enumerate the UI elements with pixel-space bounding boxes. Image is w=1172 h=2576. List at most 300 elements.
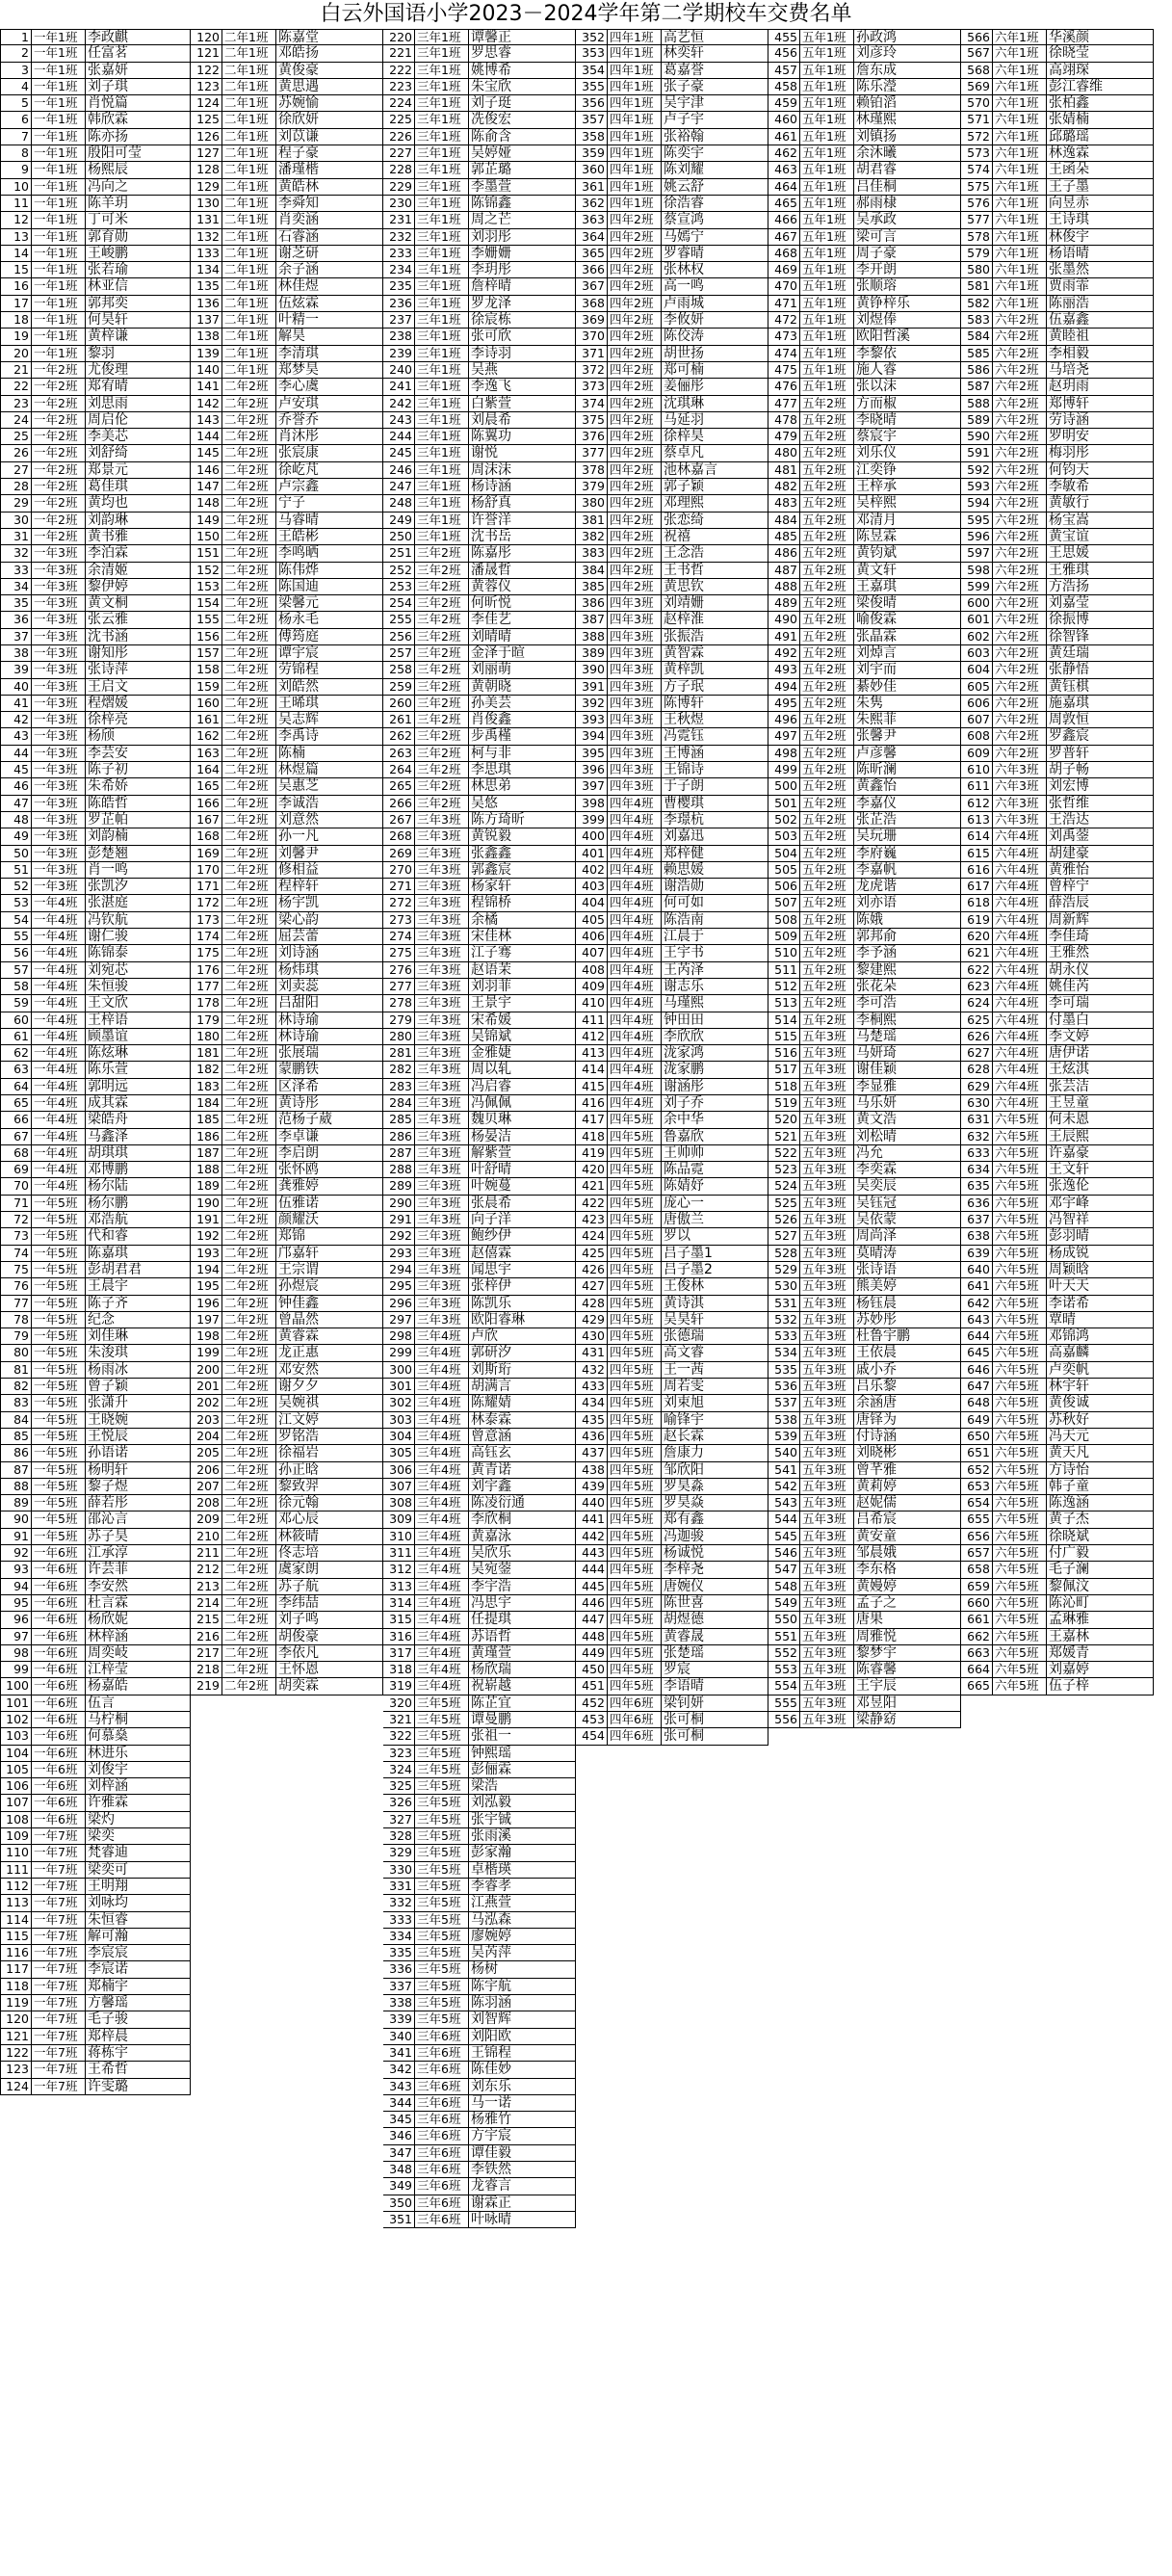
table-row bbox=[768, 262, 961, 278]
row-number-cell: 658 bbox=[961, 1562, 993, 1578]
row-number-cell: 585 bbox=[961, 346, 993, 362]
table-row bbox=[576, 1695, 768, 1712]
row-number-cell: 312 bbox=[383, 1562, 415, 1578]
table-row bbox=[576, 895, 768, 911]
student-name-cell: 邓锦鸿 bbox=[1047, 1328, 1154, 1345]
class-name-cell: 二年1班 bbox=[222, 346, 276, 362]
class-name-cell: 二年1班 bbox=[222, 45, 276, 62]
table-row bbox=[576, 1095, 768, 1112]
class-name-cell: 五年3班 bbox=[800, 1529, 854, 1545]
class-name-cell: 五年3班 bbox=[800, 1629, 854, 1645]
table-row bbox=[768, 1296, 961, 1312]
class-name-cell: 五年2班 bbox=[800, 712, 854, 728]
student-name-cell: 江文婷 bbox=[276, 1412, 383, 1429]
student-name-cell: 杜言霖 bbox=[86, 1595, 191, 1612]
class-name-cell: 一年1班 bbox=[32, 278, 86, 295]
table-row bbox=[961, 862, 1154, 879]
table-row bbox=[0, 445, 191, 461]
row-number-cell: 128 bbox=[191, 162, 222, 178]
class-name-cell: 二年2班 bbox=[222, 1145, 276, 1162]
class-name-cell: 六年1班 bbox=[993, 296, 1047, 312]
table-row bbox=[383, 1579, 576, 1595]
table-row bbox=[0, 1145, 191, 1162]
row-number-cell: 370 bbox=[576, 329, 608, 345]
student-name-cell: 黄文轩 bbox=[854, 563, 961, 579]
class-name-cell: 三年3班 bbox=[415, 1079, 469, 1095]
student-name-cell: 詹康力 bbox=[662, 1445, 768, 1461]
student-name-cell: 邓昱阳 bbox=[854, 1695, 961, 1712]
student-name-cell: 程锦桥 bbox=[469, 895, 576, 911]
student-name-cell: 吴芮萍 bbox=[469, 1945, 576, 1961]
row-number-cell: 520 bbox=[768, 1112, 800, 1128]
table-row bbox=[383, 1595, 576, 1612]
table-row bbox=[961, 679, 1154, 696]
class-name-cell: 六年3班 bbox=[993, 762, 1047, 778]
class-name-cell: 三年2班 bbox=[415, 728, 469, 745]
class-name-cell: 二年2班 bbox=[222, 445, 276, 461]
table-row bbox=[191, 1029, 383, 1045]
row-number-cell: 523 bbox=[768, 1162, 800, 1178]
row-number-cell: 458 bbox=[768, 79, 800, 95]
row-number-cell: 607 bbox=[961, 712, 993, 728]
row-number-cell: 291 bbox=[383, 1212, 415, 1228]
student-name-cell: 黄铮梓乐 bbox=[854, 296, 961, 312]
row-number-cell: 354 bbox=[576, 63, 608, 79]
class-name-cell: 三年2班 bbox=[415, 579, 469, 595]
table-row bbox=[0, 1812, 191, 1828]
student-name-cell: 罗以 bbox=[662, 1228, 768, 1245]
row-number-cell: 153 bbox=[191, 579, 222, 595]
table-row bbox=[961, 1328, 1154, 1345]
class-name-cell: 四年2班 bbox=[608, 445, 662, 461]
row-number-cell: 296 bbox=[383, 1296, 415, 1312]
student-name-cell: 张晨希 bbox=[469, 1196, 576, 1212]
table-row bbox=[576, 945, 768, 961]
table-row bbox=[383, 162, 576, 178]
row-number-cell: 255 bbox=[383, 612, 415, 628]
row-number-cell: 78 bbox=[0, 1312, 32, 1328]
row-number-cell: 22 bbox=[0, 379, 32, 395]
student-name-cell: 郑景元 bbox=[86, 462, 191, 479]
student-name-cell: 陈皓哲 bbox=[86, 796, 191, 812]
row-number-cell: 298 bbox=[383, 1328, 415, 1345]
class-name-cell: 五年3班 bbox=[800, 1162, 854, 1178]
table-row bbox=[383, 1328, 576, 1345]
class-name-cell: 二年1班 bbox=[222, 79, 276, 95]
class-name-cell: 六年4班 bbox=[993, 1062, 1047, 1078]
row-number-cell: 267 bbox=[383, 812, 415, 828]
table-row bbox=[191, 513, 383, 529]
table-row bbox=[191, 162, 383, 178]
row-number-cell: 511 bbox=[768, 962, 800, 979]
row-number-cell: 548 bbox=[768, 1579, 800, 1595]
page-title: 白云外国语小学2023－2024学年第二学期校车交费名单 bbox=[320, 2, 852, 26]
student-name-cell: 代和睿 bbox=[86, 1228, 191, 1245]
student-name-cell: 郭鑫宸 bbox=[469, 862, 576, 879]
table-row bbox=[768, 95, 961, 112]
student-name-cell: 杨钰晨 bbox=[854, 1296, 961, 1312]
class-name-cell: 五年3班 bbox=[800, 1278, 854, 1295]
table-row bbox=[961, 1678, 1154, 1695]
class-name-cell: 五年2班 bbox=[800, 962, 854, 979]
class-name-cell: 一年3班 bbox=[32, 728, 86, 745]
student-name-cell: 赵僖霖 bbox=[469, 1246, 576, 1262]
class-name-cell: 二年2班 bbox=[222, 662, 276, 678]
class-name-cell: 六年2班 bbox=[993, 662, 1047, 678]
table-row bbox=[191, 278, 383, 295]
class-name-cell: 一年3班 bbox=[32, 612, 86, 628]
student-name-cell: 吴奕辰 bbox=[854, 1178, 961, 1195]
row-number-cell: 123 bbox=[0, 2062, 32, 2078]
student-name-cell: 卢雨城 bbox=[662, 296, 768, 312]
row-number-cell: 13 bbox=[0, 229, 32, 246]
class-name-cell: 一年5班 bbox=[32, 1362, 86, 1379]
table-row bbox=[576, 1595, 768, 1612]
student-name-cell: 陈芷宜 bbox=[469, 1695, 576, 1712]
table-row bbox=[576, 112, 768, 128]
table-row bbox=[383, 1262, 576, 1278]
class-name-cell: 五年2班 bbox=[800, 762, 854, 778]
row-number-cell: 486 bbox=[768, 545, 800, 562]
student-name-cell: 黎致羿 bbox=[276, 1479, 383, 1495]
class-name-cell: 五年2班 bbox=[800, 895, 854, 911]
student-name-cell: 王宇书 bbox=[662, 945, 768, 961]
row-number-cell: 82 bbox=[0, 1379, 32, 1395]
student-name-cell: 马乐妍 bbox=[854, 1095, 961, 1112]
student-name-cell: 王晓婉 bbox=[86, 1412, 191, 1429]
row-number-cell: 357 bbox=[576, 112, 608, 128]
class-name-cell: 三年2班 bbox=[415, 645, 469, 662]
table-row bbox=[576, 579, 768, 595]
row-number-cell: 410 bbox=[576, 995, 608, 1012]
class-name-cell: 五年2班 bbox=[800, 862, 854, 879]
row-number-cell: 226 bbox=[383, 129, 415, 145]
table-row bbox=[961, 1145, 1154, 1162]
row-number-cell: 297 bbox=[383, 1312, 415, 1328]
class-name-cell: 六年4班 bbox=[993, 879, 1047, 895]
class-name-cell: 一年3班 bbox=[32, 712, 86, 728]
class-name-cell: 一年6班 bbox=[32, 1595, 86, 1612]
class-name-cell: 五年2班 bbox=[800, 563, 854, 579]
table-row bbox=[768, 912, 961, 929]
row-number-cell: 6 bbox=[0, 112, 32, 128]
table-row bbox=[383, 796, 576, 812]
student-name-cell: 黄廷瑞 bbox=[1047, 645, 1154, 662]
student-name-cell: 林进乐 bbox=[86, 1746, 191, 1762]
student-name-cell: 黄天凡 bbox=[1047, 1445, 1154, 1461]
student-name-cell: 刘俊宇 bbox=[86, 1762, 191, 1778]
table-row bbox=[0, 662, 191, 678]
table-row bbox=[961, 1362, 1154, 1379]
student-name-cell: 张鑫鑫 bbox=[469, 846, 576, 862]
class-name-cell: 五年1班 bbox=[800, 95, 854, 112]
row-number-cell: 610 bbox=[961, 762, 993, 778]
table-row bbox=[768, 595, 961, 612]
table-row bbox=[383, 1412, 576, 1429]
student-name-cell: 刘诗涵 bbox=[276, 945, 383, 961]
row-number-cell: 69 bbox=[0, 1162, 32, 1178]
class-name-cell: 五年2班 bbox=[800, 778, 854, 795]
row-number-cell: 294 bbox=[383, 1262, 415, 1278]
table-row bbox=[0, 862, 191, 879]
student-name-cell: 陈凯乐 bbox=[469, 1296, 576, 1312]
class-name-cell: 二年2班 bbox=[222, 1296, 276, 1312]
student-name-cell: 杨熙辰 bbox=[86, 162, 191, 178]
student-name-cell: 王晞琪 bbox=[276, 696, 383, 712]
row-number-cell: 465 bbox=[768, 196, 800, 212]
table-row bbox=[383, 346, 576, 362]
student-name-cell: 许雅霖 bbox=[86, 1795, 191, 1811]
student-name-cell: 吕佳桐 bbox=[854, 179, 961, 196]
class-name-cell: 三年3班 bbox=[415, 828, 469, 845]
class-name-cell: 一年7班 bbox=[32, 1912, 86, 1929]
table-row bbox=[383, 1079, 576, 1095]
row-number-cell: 125 bbox=[191, 112, 222, 128]
student-name-cell: 修相益 bbox=[276, 862, 383, 879]
student-name-cell: 徐宸栋 bbox=[469, 312, 576, 329]
table-row bbox=[961, 513, 1154, 529]
table-row bbox=[768, 1595, 961, 1612]
row-number-cell: 239 bbox=[383, 346, 415, 362]
student-name-cell: 王晨宇 bbox=[86, 1278, 191, 1295]
row-number-cell: 138 bbox=[191, 329, 222, 345]
row-number-cell: 212 bbox=[191, 1562, 222, 1578]
row-number-cell: 81 bbox=[0, 1362, 32, 1379]
table-row bbox=[191, 962, 383, 979]
row-number-cell: 48 bbox=[0, 812, 32, 828]
student-name-cell: 黄莉婷 bbox=[854, 1479, 961, 1495]
table-row bbox=[191, 645, 383, 662]
row-number-cell: 192 bbox=[191, 1228, 222, 1245]
table-row bbox=[191, 129, 383, 145]
table-row bbox=[576, 1328, 768, 1345]
student-name-cell: 陈刘耀 bbox=[662, 162, 768, 178]
student-name-cell: 朱浚琪 bbox=[86, 1345, 191, 1361]
student-name-cell: 曹樱琪 bbox=[662, 796, 768, 812]
student-name-cell: 杨颀 bbox=[86, 728, 191, 745]
row-number-cell: 245 bbox=[383, 445, 415, 461]
table-row bbox=[576, 796, 768, 812]
class-name-cell: 五年3班 bbox=[800, 1178, 854, 1195]
table-row bbox=[576, 828, 768, 845]
class-name-cell: 二年2班 bbox=[222, 1246, 276, 1262]
class-name-cell: 一年4班 bbox=[32, 1095, 86, 1112]
class-name-cell: 三年5班 bbox=[415, 1845, 469, 1861]
class-name-cell: 二年2班 bbox=[222, 1395, 276, 1411]
class-name-cell: 二年2班 bbox=[222, 1645, 276, 1662]
student-name-cell: 刘煜俸 bbox=[854, 312, 961, 329]
table-row bbox=[768, 1162, 961, 1178]
row-number-cell: 549 bbox=[768, 1595, 800, 1612]
row-number-cell: 417 bbox=[576, 1112, 608, 1128]
row-number-cell: 24 bbox=[0, 412, 32, 429]
row-number-cell: 404 bbox=[576, 895, 608, 911]
class-name-cell: 五年1班 bbox=[800, 262, 854, 278]
student-name-cell: 梅羽彤 bbox=[1047, 445, 1154, 461]
student-name-cell: 刘嘉莹 bbox=[1047, 595, 1154, 612]
table-row bbox=[768, 29, 961, 45]
class-name-cell: 六年2班 bbox=[993, 445, 1047, 461]
row-number-cell: 648 bbox=[961, 1395, 993, 1411]
table-row bbox=[383, 45, 576, 62]
class-name-cell: 五年2班 bbox=[800, 945, 854, 961]
student-name-cell: 虞家朗 bbox=[276, 1562, 383, 1578]
student-name-cell: 乔誉乔 bbox=[276, 412, 383, 429]
row-number-cell: 269 bbox=[383, 846, 415, 862]
class-name-cell: 四年4班 bbox=[608, 846, 662, 862]
table-row bbox=[0, 612, 191, 628]
row-number-cell: 104 bbox=[0, 1746, 32, 1762]
table-row bbox=[191, 1145, 383, 1162]
row-number-cell: 575 bbox=[961, 179, 993, 196]
student-name-cell: 王浩达 bbox=[1047, 812, 1154, 828]
class-name-cell: 一年6班 bbox=[32, 1562, 86, 1578]
student-name-cell: 张芷浩 bbox=[854, 812, 961, 828]
class-name-cell: 四年1班 bbox=[608, 95, 662, 112]
row-number-cell: 309 bbox=[383, 1511, 415, 1528]
student-name-cell: 刘焯言 bbox=[854, 645, 961, 662]
class-name-cell: 一年3班 bbox=[32, 545, 86, 562]
row-number-cell: 414 bbox=[576, 1062, 608, 1078]
class-name-cell: 六年2班 bbox=[993, 346, 1047, 362]
row-number-cell: 348 bbox=[383, 2162, 415, 2178]
class-name-cell: 三年4班 bbox=[415, 1462, 469, 1479]
class-name-cell: 六年1班 bbox=[993, 262, 1047, 278]
class-name-cell: 五年2班 bbox=[800, 612, 854, 628]
row-number-cell: 625 bbox=[961, 1012, 993, 1029]
row-number-cell: 95 bbox=[0, 1595, 32, 1612]
student-name-cell: 王雅琪 bbox=[1047, 563, 1154, 579]
class-name-cell: 三年1班 bbox=[415, 246, 469, 262]
class-name-cell: 一年1班 bbox=[32, 329, 86, 345]
table-row bbox=[383, 1029, 576, 1045]
student-name-cell: 葛嘉誉 bbox=[662, 63, 768, 79]
class-name-cell: 五年2班 bbox=[800, 662, 854, 678]
class-name-cell: 四年4班 bbox=[608, 879, 662, 895]
student-name-cell: 罗昊淼 bbox=[662, 1479, 768, 1495]
table-row bbox=[576, 728, 768, 745]
row-number-cell: 194 bbox=[191, 1262, 222, 1278]
row-number-cell: 150 bbox=[191, 529, 222, 545]
table-row bbox=[576, 145, 768, 162]
student-name-cell: 李敏希 bbox=[1047, 479, 1154, 495]
student-name-cell: 胡子畅 bbox=[1047, 762, 1154, 778]
table-row bbox=[191, 1579, 383, 1595]
table-row bbox=[768, 1545, 961, 1562]
student-name-cell: 刘馨尹 bbox=[276, 846, 383, 862]
row-number-cell: 446 bbox=[576, 1595, 608, 1612]
row-number-cell: 653 bbox=[961, 1479, 993, 1495]
class-name-cell: 六年1班 bbox=[993, 95, 1047, 112]
class-name-cell: 五年2班 bbox=[800, 879, 854, 895]
class-name-cell: 六年1班 bbox=[993, 45, 1047, 62]
table-row bbox=[576, 1479, 768, 1495]
row-number-cell: 166 bbox=[191, 796, 222, 812]
student-name-cell: 胡俊豪 bbox=[276, 1629, 383, 1645]
class-name-cell: 四年5班 bbox=[608, 1228, 662, 1245]
table-row bbox=[768, 1278, 961, 1295]
class-name-cell: 四年5班 bbox=[608, 1312, 662, 1328]
student-name-cell: 陈浩南 bbox=[662, 912, 768, 929]
table-row bbox=[576, 979, 768, 995]
row-number-cell: 485 bbox=[768, 529, 800, 545]
class-name-cell: 一年4班 bbox=[32, 895, 86, 911]
table-row bbox=[0, 1412, 191, 1429]
row-number-cell: 606 bbox=[961, 696, 993, 712]
table-row bbox=[383, 1929, 576, 1945]
class-name-cell: 三年1班 bbox=[415, 429, 469, 445]
table-row bbox=[383, 1112, 576, 1128]
class-name-cell: 五年2班 bbox=[800, 696, 854, 712]
row-number-cell: 197 bbox=[191, 1312, 222, 1328]
student-name-cell: 赵语茉 bbox=[469, 962, 576, 979]
table-row bbox=[768, 1662, 961, 1678]
row-number-cell: 514 bbox=[768, 1012, 800, 1029]
row-number-cell: 9 bbox=[0, 162, 32, 178]
class-name-cell: 三年3班 bbox=[415, 995, 469, 1012]
class-name-cell: 六年5班 bbox=[993, 1162, 1047, 1178]
row-number-cell: 331 bbox=[383, 1879, 415, 1895]
column-group-1 bbox=[0, 29, 191, 2095]
row-number-cell: 176 bbox=[191, 962, 222, 979]
table-row bbox=[576, 1579, 768, 1595]
class-name-cell: 四年1班 bbox=[608, 63, 662, 79]
class-name-cell: 六年2班 bbox=[993, 495, 1047, 512]
table-row bbox=[576, 778, 768, 795]
student-name-cell: 冯智祥 bbox=[1047, 1212, 1154, 1228]
row-number-cell: 43 bbox=[0, 728, 32, 745]
class-name-cell: 一年5班 bbox=[32, 1412, 86, 1429]
student-name-cell: 蔡宸宇 bbox=[854, 429, 961, 445]
class-name-cell: 三年1班 bbox=[415, 29, 469, 45]
student-name-cell: 王思媛 bbox=[1047, 545, 1154, 562]
class-name-cell: 三年5班 bbox=[415, 1695, 469, 1712]
row-number-cell: 214 bbox=[191, 1595, 222, 1612]
student-name-cell: 罗思睿 bbox=[469, 45, 576, 62]
table-row bbox=[768, 1445, 961, 1461]
student-name-cell: 彭楚翘 bbox=[86, 846, 191, 862]
student-name-cell: 李府巍 bbox=[854, 846, 961, 862]
student-name-cell: 苏子昊 bbox=[86, 1529, 191, 1545]
class-name-cell: 五年3班 bbox=[800, 1562, 854, 1578]
row-number-cell: 352 bbox=[576, 29, 608, 45]
row-number-cell: 637 bbox=[961, 1212, 993, 1228]
table-row bbox=[961, 696, 1154, 712]
class-name-cell: 五年3班 bbox=[800, 1495, 854, 1511]
student-name-cell: 付广毅 bbox=[1047, 1545, 1154, 1562]
student-name-cell: 黄睿晟 bbox=[662, 1629, 768, 1645]
student-name-cell: 冯向之 bbox=[86, 179, 191, 196]
table-row bbox=[383, 1362, 576, 1379]
class-name-cell: 三年5班 bbox=[415, 1879, 469, 1895]
table-row bbox=[383, 679, 576, 696]
table-row bbox=[0, 412, 191, 429]
student-name-cell: 杨永毛 bbox=[276, 612, 383, 628]
class-name-cell: 四年1班 bbox=[608, 29, 662, 45]
class-name-cell: 五年2班 bbox=[800, 979, 854, 995]
class-name-cell: 五年2班 bbox=[800, 462, 854, 479]
student-name-cell: 黄诗彤 bbox=[276, 1095, 383, 1112]
class-name-cell: 五年1班 bbox=[800, 112, 854, 128]
class-name-cell: 四年4班 bbox=[608, 929, 662, 945]
student-name-cell: 郭邦俞 bbox=[854, 929, 961, 945]
table-row bbox=[961, 529, 1154, 545]
class-name-cell: 一年3班 bbox=[32, 563, 86, 579]
row-number-cell: 635 bbox=[961, 1178, 993, 1195]
row-number-cell: 313 bbox=[383, 1579, 415, 1595]
student-name-cell: 邓浩航 bbox=[86, 1212, 191, 1228]
class-name-cell: 一年4班 bbox=[32, 962, 86, 979]
